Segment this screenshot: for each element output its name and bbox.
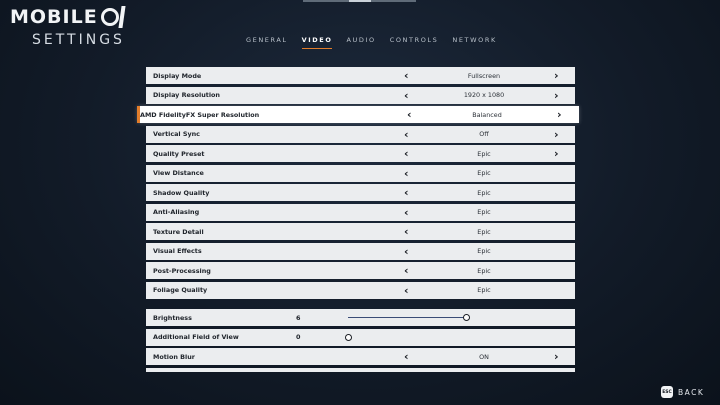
setting-motion-blur[interactable] xyxy=(146,348,575,365)
slider-value: 6 xyxy=(296,313,301,322)
setting-label: Shadow Quality xyxy=(153,188,210,197)
setting-quality-preset[interactable] xyxy=(146,145,575,162)
chevron-right-icon[interactable]: › xyxy=(554,69,559,82)
setting-value: Epic xyxy=(477,188,491,197)
setting-value: Epic xyxy=(477,169,491,177)
chevron-right-icon[interactable]: › xyxy=(554,127,559,141)
setting-value: Epic xyxy=(477,247,491,255)
setting-label: Vertical Sync xyxy=(153,130,200,138)
top-scroll-indicator xyxy=(303,0,416,2)
setting-shadow-quality[interactable] xyxy=(146,184,575,201)
tab-audio[interactable]: AUDIO xyxy=(346,36,376,44)
chevron-left-icon[interactable]: ‹ xyxy=(404,166,409,180)
slider-fill xyxy=(348,317,466,318)
setting-label: Anti-Aliasing xyxy=(153,208,200,216)
setting-label: Display Mode xyxy=(153,71,202,80)
setting-value: Epic xyxy=(477,149,491,158)
setting-label: Quality Preset xyxy=(153,149,205,158)
tab-video[interactable]: VIDEO xyxy=(302,36,333,49)
chevron-left-icon[interactable]: ‹ xyxy=(404,186,409,199)
section-gap xyxy=(146,301,575,309)
settings-tabs xyxy=(246,36,511,49)
setting-label: Motion Blur xyxy=(153,352,195,361)
brand-text: MOBILE xyxy=(10,6,98,28)
tab-controls[interactable]: CONTROLS xyxy=(389,36,439,44)
brightness-slider-handle[interactable] xyxy=(463,314,470,321)
setting-post-processing[interactable] xyxy=(146,262,575,279)
tab-network[interactable]: NETWORK xyxy=(452,36,497,44)
slider-value: 0 xyxy=(296,333,301,341)
setting-fsr[interactable] xyxy=(137,106,579,123)
setting-display-resolution[interactable] xyxy=(146,87,575,104)
setting-brightness[interactable] xyxy=(146,309,575,326)
chevron-left-icon[interactable]: ‹ xyxy=(404,225,409,238)
setting-value: Epic xyxy=(477,266,491,275)
setting-label: Post-Processing xyxy=(153,266,211,275)
setting-label: Brightness xyxy=(153,313,192,322)
chevron-left-icon[interactable]: ‹ xyxy=(404,283,409,297)
setting-foliage-quality[interactable] xyxy=(146,282,575,299)
page-title: SETTINGS xyxy=(32,32,125,48)
setting-row-partial[interactable] xyxy=(146,368,575,372)
chevron-left-icon[interactable]: ‹ xyxy=(404,350,409,363)
setting-label: Texture Detail xyxy=(153,227,204,236)
chevron-right-icon[interactable]: › xyxy=(554,88,559,102)
setting-value: Balanced xyxy=(472,110,502,119)
setting-view-distance[interactable] xyxy=(146,165,575,182)
setting-additional-fov[interactable] xyxy=(146,329,575,346)
setting-display-mode[interactable] xyxy=(146,67,575,84)
chevron-left-icon[interactable]: ‹ xyxy=(404,69,409,82)
chevron-left-icon[interactable]: ‹ xyxy=(404,88,409,102)
chevron-left-icon[interactable]: ‹ xyxy=(407,108,412,121)
chevron-left-icon[interactable]: ‹ xyxy=(404,205,409,219)
setting-value: Fullscreen xyxy=(467,71,501,80)
chevron-left-icon[interactable]: ‹ xyxy=(404,147,409,160)
fov-slider-handle[interactable] xyxy=(345,334,352,341)
back-button[interactable] xyxy=(661,386,704,398)
setting-label: Visual Effects xyxy=(153,247,202,255)
setting-label: Foliage Quality xyxy=(153,286,208,294)
setting-value: 1920 x 1080 xyxy=(463,91,505,99)
back-label: BACK xyxy=(678,387,705,397)
setting-value: Epic xyxy=(477,227,491,236)
chevron-right-icon[interactable]: › xyxy=(554,147,559,160)
chevron-right-icon[interactable]: › xyxy=(554,350,559,363)
setting-value: Epic xyxy=(477,208,491,216)
video-settings-list xyxy=(140,67,575,374)
setting-anti-aliasing[interactable] xyxy=(146,204,575,221)
setting-value: Epic xyxy=(477,286,491,294)
chevron-right-icon[interactable]: › xyxy=(557,108,562,121)
chevron-left-icon[interactable]: ‹ xyxy=(404,244,409,258)
tab-general[interactable]: GENERAL xyxy=(246,36,288,44)
setting-label: Additional Field of View xyxy=(153,333,239,341)
setting-value: ON xyxy=(479,352,489,361)
brand-logo xyxy=(10,6,150,28)
setting-vertical-sync[interactable] xyxy=(146,126,575,143)
setting-texture-detail[interactable] xyxy=(146,223,575,240)
setting-visual-effects[interactable] xyxy=(146,243,575,260)
brightness-slider-track[interactable] xyxy=(348,317,466,318)
brand-mark-icon xyxy=(101,8,119,26)
setting-label: View Distance xyxy=(153,169,204,177)
esc-key-icon: ESC xyxy=(661,386,673,398)
app-logo xyxy=(10,6,150,48)
setting-value: Off xyxy=(479,130,489,138)
setting-label: Display Resolution xyxy=(153,91,220,99)
chevron-left-icon[interactable]: ‹ xyxy=(404,127,409,141)
chevron-left-icon[interactable]: ‹ xyxy=(404,264,409,277)
setting-label: AMD FidelityFX Super Resolution xyxy=(140,110,260,119)
